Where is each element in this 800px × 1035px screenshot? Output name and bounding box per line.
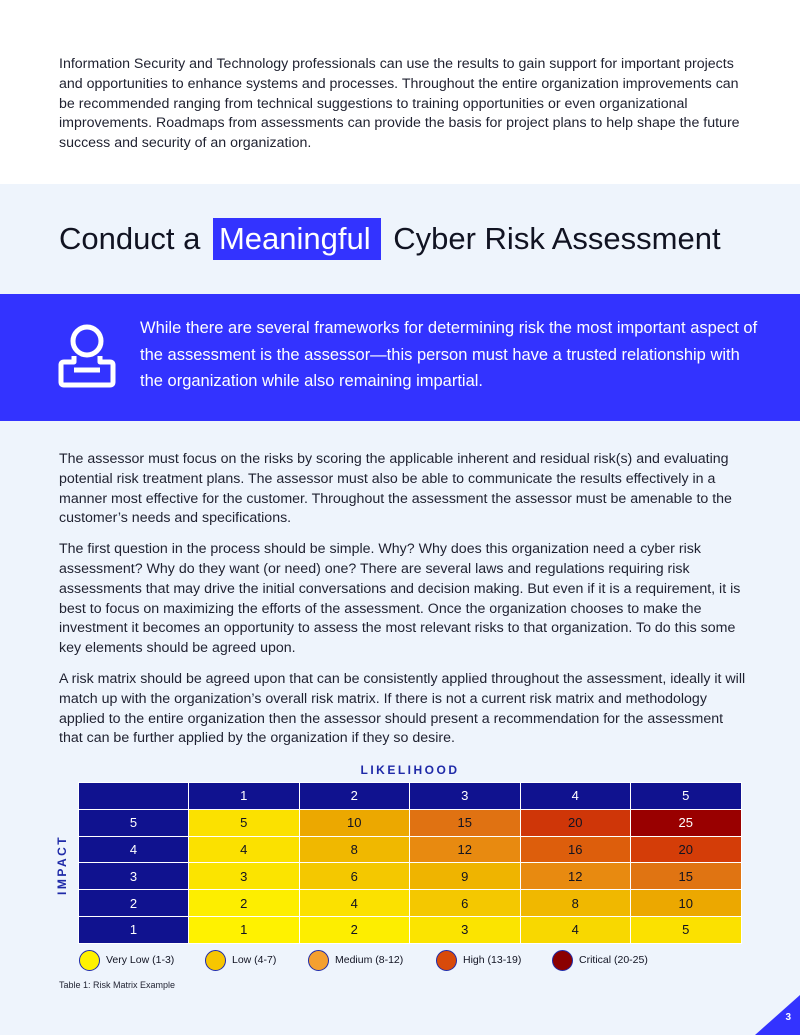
likelihood-header-cell: 1 <box>189 783 300 810</box>
risk-cell: 3 <box>189 863 300 890</box>
legend-label: High (13-19) <box>463 954 522 966</box>
legend-item-low <box>205 948 276 972</box>
legend-label: Medium (8-12) <box>335 954 404 966</box>
legend-label: Low (4-7) <box>232 954 277 966</box>
risk-cell: 10 <box>299 809 410 836</box>
body-paragraph: A risk matrix should be agreed upon that can be consistently applied throughout the assessment, ideally it will match up with the organization’s overall risk matrix. If there is not a current risk matrix and methodology applied to the entire organization then the assessor should present a recommendation for the assessment that can be further applied by the organization if they so desire. <box>59 670 746 747</box>
risk-cell: 20 <box>520 809 631 836</box>
risk-cell: 6 <box>299 863 410 890</box>
risk-cell: 5 <box>631 916 742 943</box>
impact-header-cell: 3 <box>79 863 189 890</box>
heading-before: Conduct a <box>59 221 201 256</box>
page-heading <box>59 218 721 260</box>
legend-label: Critical (20-25) <box>579 954 648 966</box>
impact-header-cell: 4 <box>79 836 189 863</box>
impact-header-cell: 2 <box>79 890 189 917</box>
risk-legend <box>79 948 759 972</box>
matrix-row <box>79 890 742 917</box>
risk-cell: 4 <box>299 890 410 917</box>
legend-label: Very Low (1-3) <box>106 954 175 966</box>
matrix-corner-cell <box>79 783 189 810</box>
risk-cell: 25 <box>631 809 742 836</box>
risk-cell: 4 <box>520 916 631 943</box>
risk-cell: 2 <box>189 890 300 917</box>
body-paragraph: The assessor must focus on the risks by scoring the applicable inherent and residual risk(s) and evaluating potential risk treatment plans. The assessor must also be able to communicate the results effectively in a manner most effective for the customer. Throughout the assessment the assessor must be amenable to the customer’s needs and specifications. <box>59 451 732 527</box>
likelihood-header-cell: 5 <box>631 783 742 810</box>
body-paragraph: The first question in the process should be simple. Why? Why does this organization need a cyber risk assessment? Why do they want (or need) one? There are several laws and regulations requiring risk assessments that may drive the initial conversations and decision making. But even if it is a requirement, it is best to focus on maximizing the efforts of the assessment. Once the organization chooses to make the investment it becomes an opportunity to assess the most relevant risks to that organization. To do this some key elements should be agreed upon. <box>59 541 741 657</box>
legend-dot <box>205 950 226 971</box>
page-corner-triangle <box>755 995 800 1035</box>
matrix-header-row <box>79 783 742 810</box>
person-icon <box>58 322 116 388</box>
risk-cell: 1 <box>189 916 300 943</box>
risk-cell: 4 <box>189 836 300 863</box>
legend-item-very-low <box>79 948 174 972</box>
legend-item-medium <box>308 948 403 972</box>
matrix-row <box>79 809 742 836</box>
risk-cell: 5 <box>189 809 300 836</box>
legend-item-critical <box>552 948 648 972</box>
matrix-row <box>79 863 742 890</box>
risk-cell: 10 <box>631 890 742 917</box>
likelihood-axis-label: LIKELIHOOD <box>360 763 460 777</box>
risk-cell: 15 <box>631 863 742 890</box>
heading-after: Cyber Risk Assessment <box>393 221 721 256</box>
legend-dot <box>79 950 100 971</box>
legend-dot <box>308 950 329 971</box>
likelihood-header-cell: 4 <box>520 783 631 810</box>
legend-dot <box>552 950 573 971</box>
table-caption: Table 1: Risk Matrix Example <box>59 980 176 990</box>
matrix-row <box>79 836 742 863</box>
callout-text: While there are several frameworks for determining risk the most important aspect of the assessment is the assessor—this person must have a trusted relationship with the organization while also remaining impartial. <box>140 319 758 390</box>
risk-cell: 12 <box>410 836 521 863</box>
body-text <box>59 450 749 760</box>
risk-cell: 12 <box>520 863 631 890</box>
risk-cell: 2 <box>299 916 410 943</box>
risk-cell: 9 <box>410 863 521 890</box>
risk-cell: 3 <box>410 916 521 943</box>
risk-cell: 6 <box>410 890 521 917</box>
heading-highlight: Meaningful <box>213 218 381 260</box>
risk-cell: 20 <box>631 836 742 863</box>
legend-dot <box>436 950 457 971</box>
risk-cell: 15 <box>410 809 521 836</box>
likelihood-header-cell: 2 <box>299 783 410 810</box>
intro-paragraph: Information Security and Technology professionals can use the results to gain support for important projects and opportunities to enhance systems and processes. Throughout the entire organization improvements can be recommended ranging from technical suggestions to training opportunities or even organizational improvements. Roadmaps from assessments can provide the basis for project plans to help shape the future success and security of an organization. <box>59 56 740 152</box>
page-number: 3 <box>785 1012 791 1023</box>
impact-header-cell: 1 <box>79 916 189 943</box>
likelihood-header-cell: 3 <box>410 783 521 810</box>
legend-item-high <box>436 948 521 972</box>
impact-axis-label: IMPACT <box>55 834 69 895</box>
risk-matrix-table <box>78 782 742 944</box>
risk-cell: 16 <box>520 836 631 863</box>
risk-cell: 8 <box>520 890 631 917</box>
risk-cell: 8 <box>299 836 410 863</box>
matrix-row <box>79 916 742 943</box>
impact-header-cell: 5 <box>79 809 189 836</box>
